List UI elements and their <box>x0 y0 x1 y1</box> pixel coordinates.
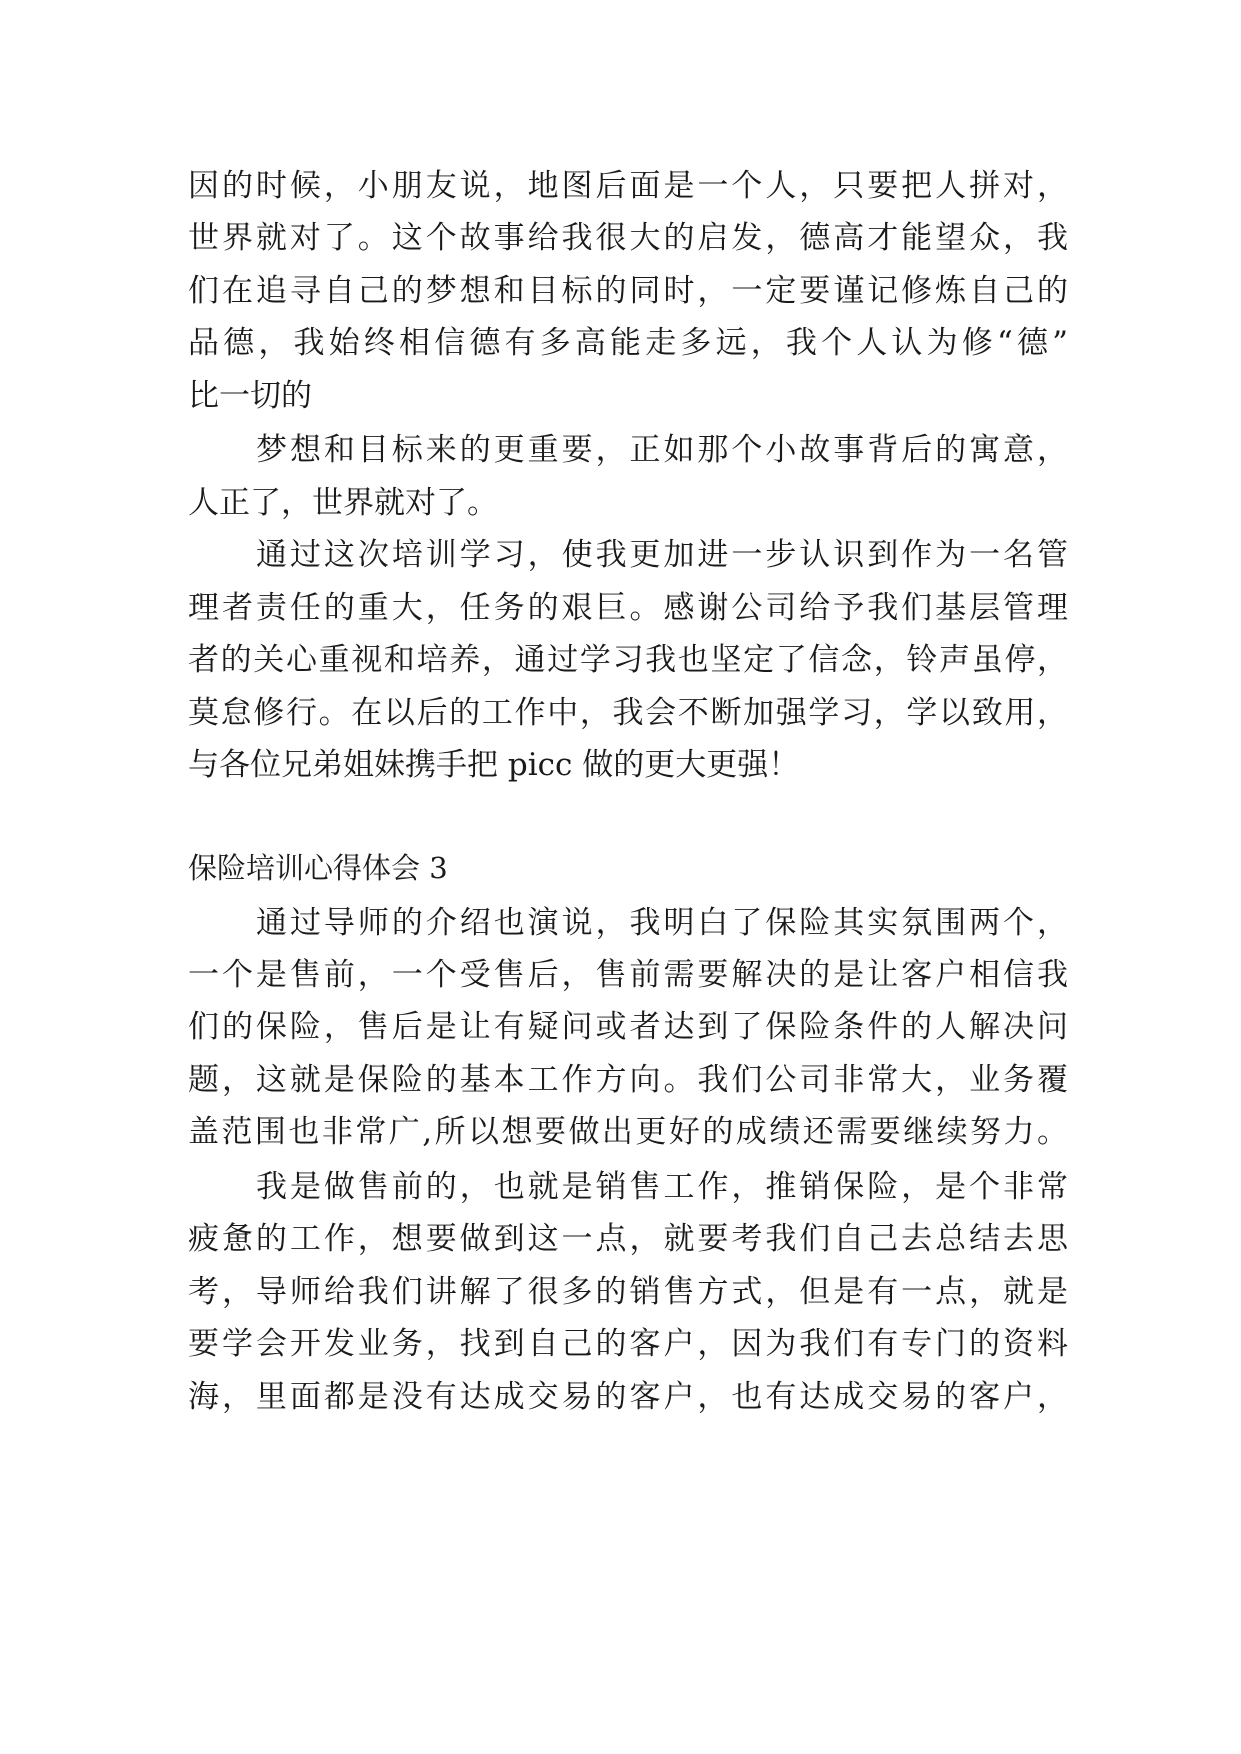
text-line: 者的关心重视和培养，通过学习我也坚定了信念，铃声虽停， <box>188 642 1068 678</box>
text-line: 通过这次培训学习，使我更加进一步认识到作为一名管 <box>256 537 1068 573</box>
text-line: 一个是售前，一个受售后，售前需要解决的是让客户相信我 <box>188 957 1068 993</box>
text-line: 理者责任的重大，任务的艰巨。感谢公司给予我们基层管理 <box>188 590 1068 626</box>
text-line: 疲惫的工作，想要做到这一点，就要考我们自己去总结去思 <box>188 1221 1068 1257</box>
text-line: 考，导师给我们讲解了很多的销售方式，但是有一点，就是 <box>188 1274 1068 1310</box>
text-line: 们的保险，售后是让有疑问或者达到了保险条件的人解决问 <box>188 1009 1068 1045</box>
text-line: 通过导师的介绍也演说，我明白了保险其实氛围两个， <box>256 905 1068 941</box>
text-line: 品德，我始终相信德有多高能走多远，我个人认为修“德” <box>188 325 1068 361</box>
text-line: 海，里面都是没有达成交易的客户，也有达成交易的客户， <box>188 1379 1068 1415</box>
text-line: 题，这就是保险的基本工作方向。我们公司非常大，业务覆 <box>188 1062 1068 1098</box>
text-line: 梦想和目标来的更重要，正如那个小故事背后的寓意， <box>256 432 1068 468</box>
text-line: 比一切的 <box>188 378 312 414</box>
text-line: 人正了，世界就对了。 <box>188 485 498 521</box>
text-line: 世界就对了。这个故事给我很大的启发，德高才能望众，我 <box>188 220 1068 256</box>
text-line: 因的时候，小朋友说，地图后面是一个人，只要把人拼对， <box>188 168 1068 204</box>
text-line: 们在追寻自己的梦想和目标的同时，一定要谨记修炼自己的 <box>188 273 1068 309</box>
text-line: 盖范围也非常广,所以想要做出更好的成绩还需要继续努力。 <box>188 1114 1068 1150</box>
text-line: 要学会开发业务，找到自己的客户，因为我们有专门的资料 <box>188 1326 1068 1362</box>
text-line: 莫怠修行。在以后的工作中，我会不断加强学习，学以致用， <box>188 695 1068 731</box>
text-line: 与各位兄弟姐妹携手把 picc 做的更大更强！ <box>188 747 800 783</box>
section-title: 保险培训心得体会 3 <box>188 851 448 885</box>
text-line: 我是做售前的，也就是销售工作，推销保险，是个非常 <box>256 1169 1068 1205</box>
